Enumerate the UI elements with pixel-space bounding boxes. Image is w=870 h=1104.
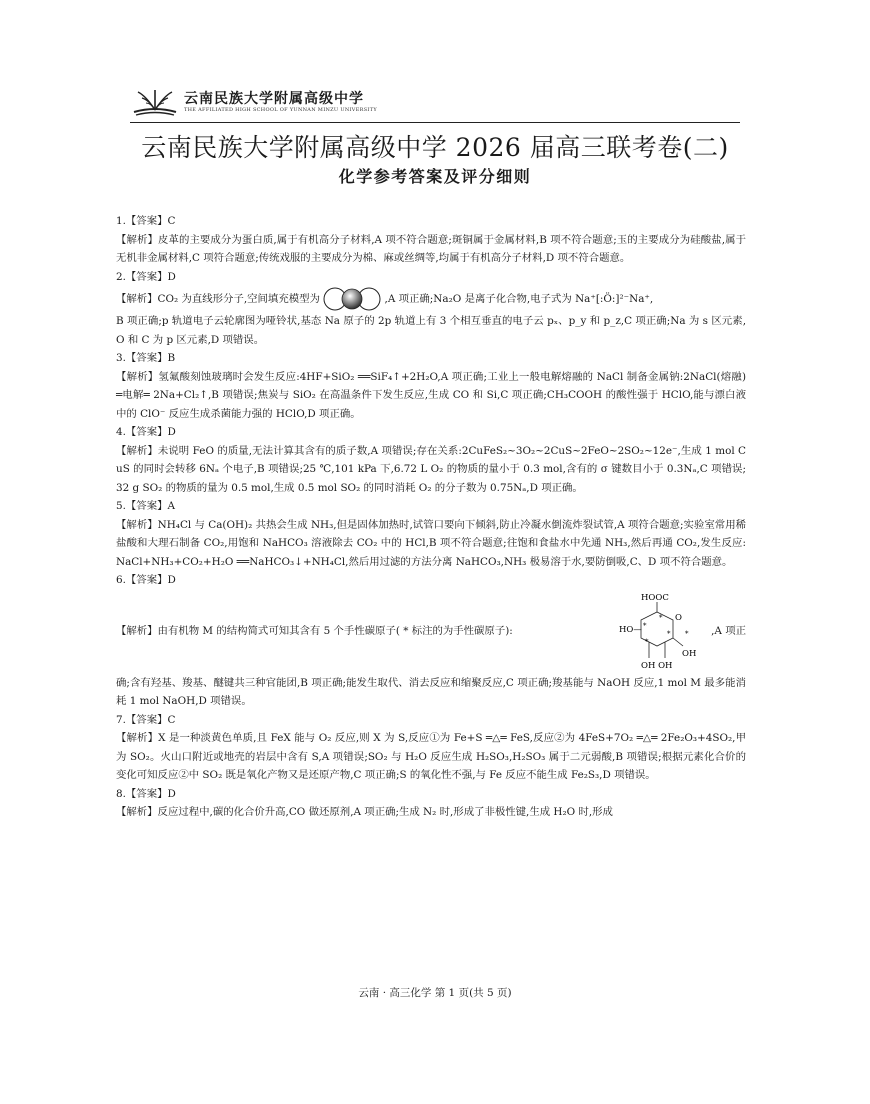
question-5: [116, 497, 746, 571]
question-6: [116, 571, 746, 711]
answer-head: 4.【答案】D: [116, 426, 176, 438]
chiral-star: *: [659, 613, 663, 622]
chiral-star: *: [667, 629, 671, 638]
co2-space-filling-model-icon: [323, 287, 381, 311]
question-3: [116, 349, 746, 423]
structure-formula-m: [619, 590, 711, 674]
school-emblem-icon: [132, 86, 178, 118]
chiral-star: *: [643, 621, 647, 630]
analysis-text: 【解析】X 是一种淡黄色单质,且 FeX 能与 O₂ 反应,则 X 为 S,反应①为 Fe+S ═△═ FeS,反应②为 4FeS+7O₂ ═△═ 2Fe₂O₃+4SO₂,甲为 SO₂。火山口附近或地壳的岩层中含有 S,A 项错误;SO₂ 与 H₂O 反应生成 H₂SO₃,H₂SO₃ 属于二元弱酸,B 项错误;根据元素化合价的变化可知反应②中 SO₂ 既是氧化产物又是还原产物,C 项正确;S 的氧化性不强,与 Fe 反应不能生成 Fe₂S₃,D 项错误。: [116, 732, 746, 781]
answer-head: 3.【答案】B: [116, 352, 176, 364]
label-oh-bottom: OH OH: [641, 660, 673, 671]
header-divider: [130, 122, 740, 123]
label-ho: HO—: [619, 624, 642, 635]
question-2: [116, 268, 746, 350]
answer-head: 5.【答案】A: [116, 500, 175, 512]
page-footer: 云南 · 高三化学 第 1 页(共 5 页): [358, 987, 512, 999]
label-hooc: HOOC: [641, 592, 669, 603]
analysis-text: 【解析】未说明 FeO 的质量,无法计算其含有的质子数,A 项错误;存在关系:2CuFeS₂~3O₂~2CuS~2FeO~2SO₂~12e⁻,生成 1 mol CuS 的同时会转移 6Nₐ 个电子,B 项错误;25 ℃,101 kPa 下,6.72 L O₂ 的物质的量小于 0.3 mol,含有的 σ 键数目小于 0.3Nₐ,C 项错误;32 g SO₂ 的物质的量为 0.5 mol,生成 0.5 mol SO₂ 的同时消耗 O₂ 的分子数为 0.75Nₐ,D 项正确。: [116, 444, 746, 494]
exam-subtitle: 化学参考答案及评分细则: [338, 167, 532, 186]
school-logo-bar: [132, 82, 752, 122]
analysis-text: 【解析】CO₂ 为直线形分子,空间填充模型为: [116, 293, 320, 305]
answer-head: 8.【答案】D: [116, 787, 176, 800]
analysis-text: 【解析】由有机物 M 的结构简式可知其含有 5 个手性碳原子( * 标注的为手性碳原子):: [116, 625, 513, 638]
label-ring-o: O: [675, 612, 683, 623]
answer-head: 2.【答案】D: [116, 270, 176, 283]
analysis-text: ,A 项正: [711, 625, 746, 638]
answer-head: 7.【答案】C: [116, 713, 176, 726]
analysis-text: 【解析】皮革的主要成分为蛋白质,属于有机高分子材料,A 项不符合题意;斑铜属于金属材料,B 项不符合题意;玉的主要成分为硅酸盐,属于无机非金属材料,C 项符合题意;传统戏服的主要成分为棉、麻或丝绸等,均属于有机高分子材料,D 项不符合题意。: [116, 233, 746, 264]
question-8: [116, 785, 746, 822]
school-name-english: THE AFFILIATED HIGH SCHOOL OF YUNNAN MINZU UNIVERSITY: [184, 106, 377, 113]
answer-head: 1.【答案】C: [116, 215, 176, 227]
analysis-text: 确;含有羟基、羧基、醚键共三种官能团,B 项正确;能发生取代、消去反应和缩聚反应,C 项正确;羧基能与 NaOH 反应,1 mol M 最多能消耗 1 mol NaOH,D 项错误。: [116, 676, 746, 707]
analysis-text: 【解析】反应过程中,碳的化合价升高,CO 做还原剂,A 项正确;生成 N₂ 时,形成了非极性键,生成 H₂O 时,形成: [116, 806, 613, 818]
answer-content: [116, 212, 746, 822]
exam-title: 云南民族大学附属高级中学 2026 届高三联考卷(二): [141, 133, 729, 162]
question-1: [116, 212, 746, 268]
analysis-text: B 项正确;p 轨道电子云轮廓图为哑铃状,基态 Na 原子的 2p 轨道上有 3 个相互垂直的电子云 pₓ、p_y 和 p_z,C 项正确;Na 为 s 区元素,O 和 C 为 p 区元素,D 项错误。: [116, 315, 746, 346]
analysis-text: 【解析】NH₄Cl 与 Ca(OH)₂ 共热会生成 NH₃,但是固体加热时,试管口要向下倾斜,防止冷凝水倒流炸裂试管,A 项符合题意;实验室常用稀盐酸和大理石制备 CO₂,用饱和 NaHCO₃ 溶液除去 CO₂ 中的 HCl,B 项不符合题意;往饱和食盐水中先通 NH₃,然后再通 CO₂,发生反应:NaCl+NH₃+CO₂+H₂O ══NaHCO₃↓+NH₄Cl,然后用过滤的方法分离 NaHCO₃,NH₃ 极易溶于水,要防倒吸,C、D 项不符合题意。: [116, 518, 746, 568]
label-oh-right: OH: [682, 648, 697, 659]
analysis-text: ,A 项正确;Na₂O 是离子化合物,电子式为 Na⁺[:Ö:]²⁻Na⁺,: [384, 293, 654, 305]
analysis-text: 【解析】氢氟酸刻蚀玻璃时会发生反应:4HF+SiO₂ ══SiF₄↑+2H₂O,A 项正确;工业上一般电解熔融的 NaCl 制备金属钠:2NaCl(熔融) ═电解═ 2Na+Cl₂↑,B 项错误;焦炭与 SiO₂ 在高温条件下发生反应,生成 CO 和 Si,C 项正确;CH₃COOH 的酸性强于 HClO,能与漂白液中的 ClO⁻ 反应生成杀菌能力强的 HClO,D 项正确。: [116, 370, 746, 420]
answer-head: 6.【答案】D: [116, 574, 176, 586]
question-7: [116, 711, 746, 785]
school-name-logo: 云南民族大学附属高级中学: [184, 90, 364, 107]
chiral-star: *: [685, 629, 689, 638]
question-4: [116, 423, 746, 497]
chiral-star: *: [645, 637, 649, 646]
